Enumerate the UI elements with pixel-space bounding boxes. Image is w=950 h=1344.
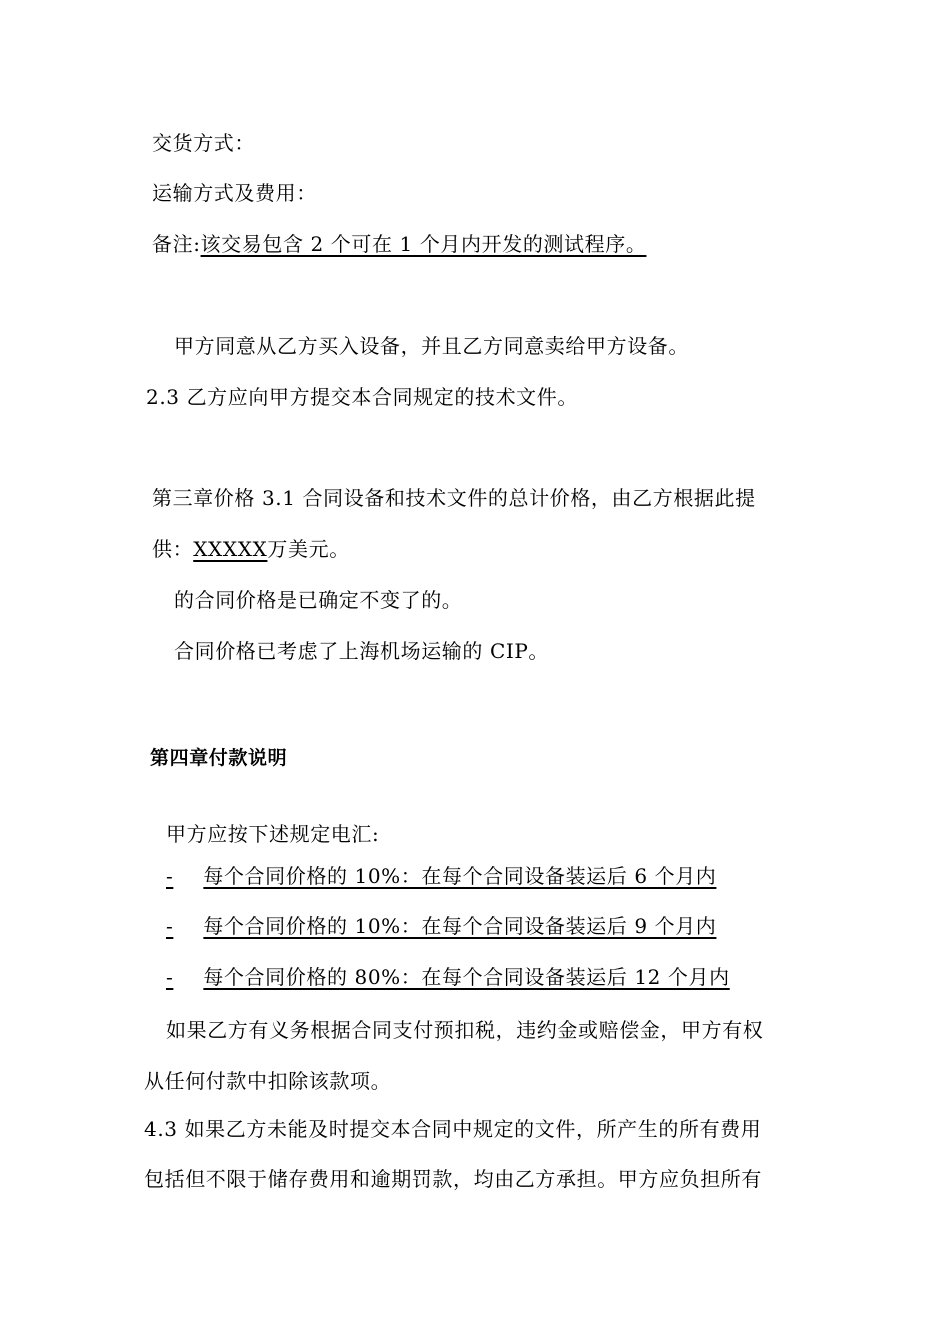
payment-text: 每个合同价格的 10%：在每个合同设备装运后 6 个月内 xyxy=(203,864,717,888)
chapter4-heading: 第四章付款说明 xyxy=(150,747,288,769)
deduct-line1: 如果乙方有义务根据合同支付预扣税，违约金或赔偿金，甲方有权 xyxy=(166,1018,764,1042)
payment-item xyxy=(166,864,716,888)
agree-paragraph: 甲方同意从乙方买入设备，并且乙方同意卖给甲方设备。 xyxy=(174,334,689,358)
clause-4-3-line2: 包括但不限于储存费用和逾期罚款，均由乙方承担。甲方应负担所有 xyxy=(144,1167,762,1191)
payment-text: 每个合同价格的 80%：在每个合同设备装运后 12 个月内 xyxy=(203,965,730,989)
cip-line: 合同价格已考虑了上海机场运输的 CIP。 xyxy=(174,639,550,663)
payment-item xyxy=(166,914,716,938)
price-suffix: 万美元。 xyxy=(267,537,350,561)
payment-dash: - xyxy=(166,965,174,989)
transport-label: 运输方式及费用： xyxy=(152,181,317,205)
price-prefix: 供： xyxy=(152,537,194,561)
chapter3-price-line1: 第三章价格 3.1 合同设备和技术文件的总计价格，由乙方根据此提 xyxy=(152,486,756,510)
payment-text: 每个合同价格的 10%：在每个合同设备装运后 9 个月内 xyxy=(203,914,717,938)
delivery-method-label: 交货方式： xyxy=(152,131,255,155)
payment-intro: 甲方应按下述规定电汇: xyxy=(166,822,380,846)
chapter3-price-line2 xyxy=(152,537,350,561)
price-amount: XXXXX xyxy=(193,537,268,561)
note-prefix: 备注: xyxy=(152,232,201,256)
clause-4-3-line1: 4.3 如果乙方未能及时提交本合同中规定的文件，所产生的所有费用 xyxy=(144,1117,762,1141)
payment-item xyxy=(166,965,730,989)
payment-dash: - xyxy=(166,914,174,938)
payment-dash: - xyxy=(166,864,174,888)
note-text: 该交易包含 2 个可在 1 个月内开发的测试程序。 xyxy=(200,232,647,256)
note-line xyxy=(152,232,646,256)
deduct-line2: 从任何付款中扣除该款项。 xyxy=(144,1069,392,1093)
clause-2-3: 2.3 乙方应向甲方提交本合同规定的技术文件。 xyxy=(146,385,578,409)
fixed-price-line: 的合同价格是已确定不变了的。 xyxy=(174,588,463,612)
